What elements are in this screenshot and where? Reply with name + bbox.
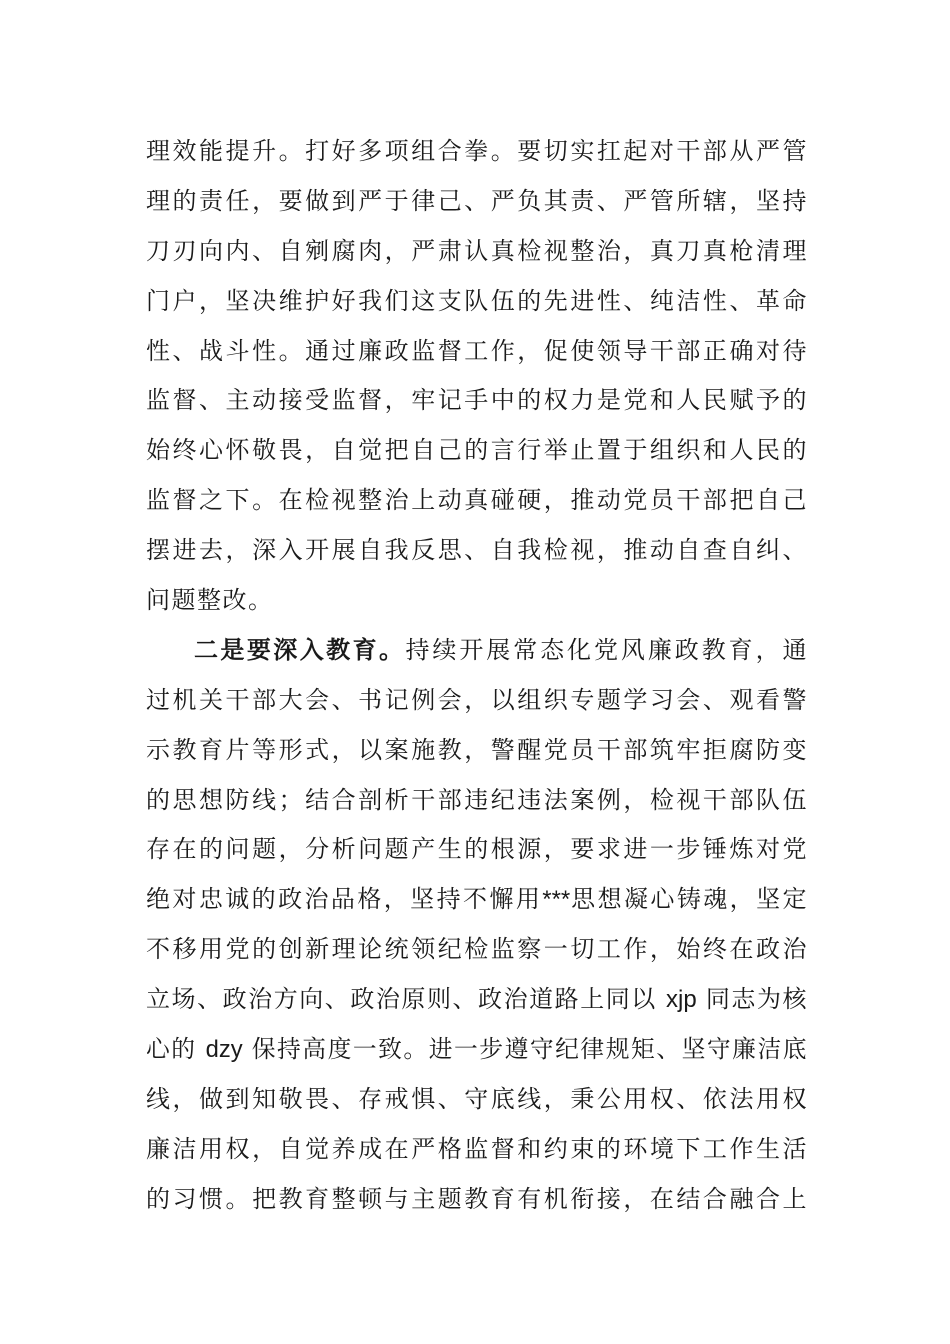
text-line: 问题整改。 — [146, 586, 274, 615]
text-line: 监督、主动接受监督，牢记手中的权力是党和人民赋予的 — [146, 386, 808, 415]
text-line: 监督之下。在检视整治上动真碰硬，推动党员干部把自己 — [146, 486, 808, 515]
text-line: 刀刃向内、自剜腐肉，严肃认真检视整治，真刀真枪清理 — [146, 236, 808, 265]
text-line: 的思想防线；结合剖析干部违纪违法案例，检视干部队伍 — [146, 785, 808, 814]
text-line: 性、战斗性。通过廉政监督工作，促使领导干部正确对待 — [146, 336, 808, 365]
text-line: 示教育片等形式，以案施教，警醒党员干部筑牢拒腐防变 — [146, 735, 808, 764]
text-run-latin: dzy — [205, 1036, 243, 1064]
text-run: 持续开展常态化党风廉政教育，通 — [405, 635, 809, 664]
text-run-latin: xjp — [666, 986, 697, 1014]
text-run: 思想凝心铸魂，坚定 — [570, 885, 809, 914]
text-run: 绝对忠诚的政治品格，坚持不懈用 — [146, 885, 543, 914]
text-run-latin: *** — [542, 886, 571, 914]
text-line: 门户，坚决维护好我们这支队伍的先进性、纯洁性、革命 — [146, 286, 808, 315]
text-line: 线，做到知敬畏、存戒惧、守底线，秉公用权、依法用权 — [146, 1084, 808, 1113]
text-line — [146, 975, 808, 1025]
text-line: 的习惯。把教育整顿与主题教育有机衔接，在结合融合上 — [146, 1184, 808, 1213]
text-line: 过机关干部大会、书记例会，以组织专题学习会、观看警 — [146, 685, 808, 714]
text-line-first — [146, 626, 808, 676]
text-run: 立场、政治方向、政治原则、政治道路上同以 — [146, 985, 666, 1014]
text-line — [146, 875, 808, 925]
paragraph-2 — [146, 626, 808, 1225]
text-line — [146, 1025, 808, 1075]
paragraph-heading: 二是要深入教育。 — [194, 635, 406, 664]
text-run: 同志为核 — [696, 985, 808, 1014]
text-line: 存在的问题，分析问题产生的根源，要求进一步锤炼对党 — [146, 835, 808, 864]
text-line: 不移用党的创新理论统领纪检监察一切工作，始终在政治 — [146, 935, 808, 964]
text-run: 保持高度一致。进一步遵守纪律规矩、坚守廉洁底 — [242, 1035, 808, 1064]
document-body — [146, 127, 808, 1225]
text-line: 理效能提升。打好多项组合拳。要切实扛起对干部从严管 — [146, 137, 808, 165]
text-line: 廉洁用权，自觉养成在严格监督和约束的环境下工作生活 — [146, 1134, 808, 1163]
text-line: 理的责任，要做到严于律己、严负其责、严管所辖，坚持 — [146, 186, 808, 215]
text-line: 始终心怀敬畏，自觉把自己的言行举止置于组织和人民的 — [146, 436, 808, 465]
text-run: 心的 — [146, 1035, 206, 1064]
paragraph-1 — [146, 127, 808, 626]
text-line: 摆进去，深入开展自我反思、自我检视，推动自查自纠、 — [146, 536, 808, 565]
